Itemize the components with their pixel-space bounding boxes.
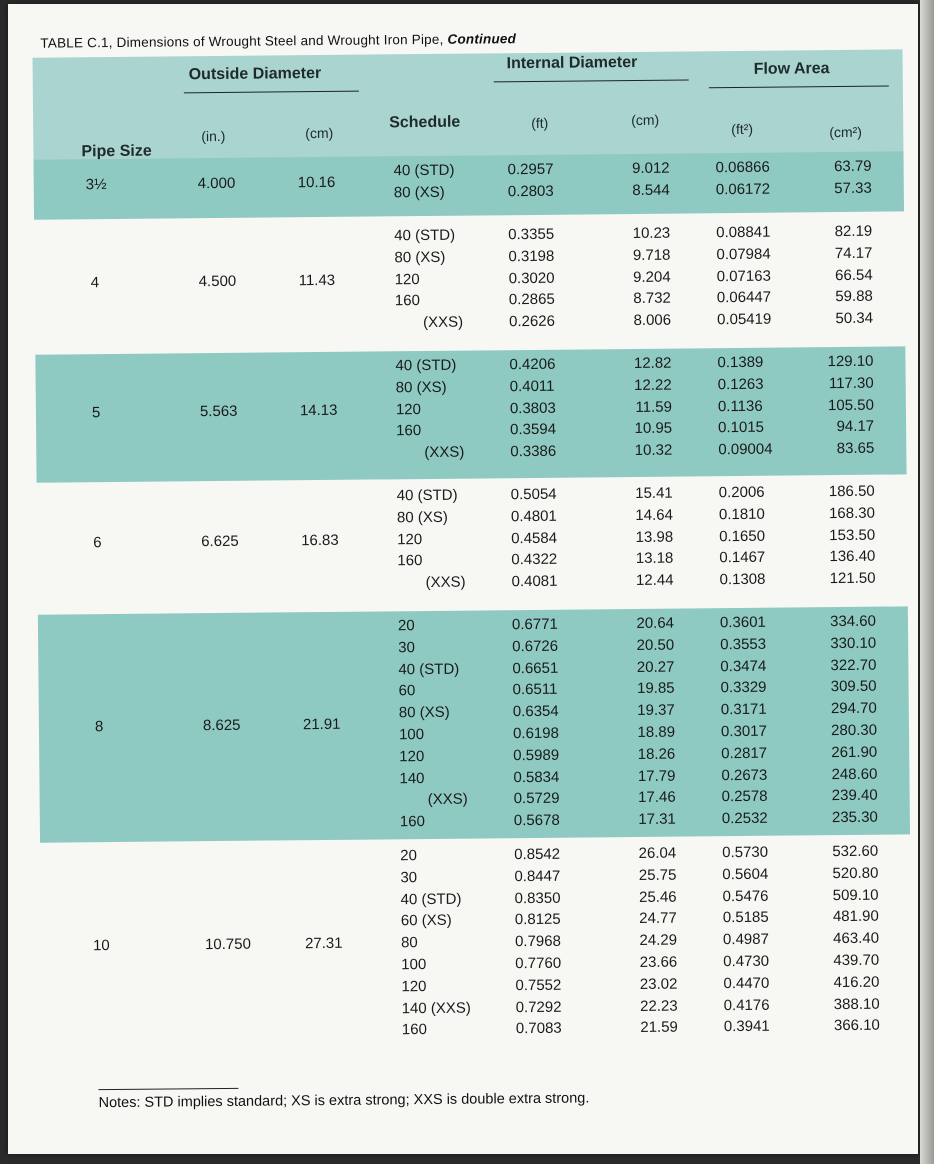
fa-ft2-cell: 0.3601: [719, 613, 766, 632]
fa-cm2-cell: 168.30: [828, 504, 876, 522]
id-cm-cell: 10.32: [634, 441, 673, 460]
fa-ft2-cell: 0.5730: [722, 843, 769, 862]
schedule-cell: 160: [399, 813, 425, 831]
od-cm-cell: 11.43: [298, 271, 336, 289]
fa-ft2-cell: 0.1650: [719, 527, 766, 545]
schedule-cell: (XXS): [422, 313, 464, 332]
table-notes: Notes: STD implies standard; XS is extra strong; XXS is double extra strong.: [98, 1090, 590, 1112]
id-ft-cell: 0.2957: [507, 160, 554, 179]
fa-cm2-cell: 74.17: [834, 244, 873, 262]
shaded-row-band: [33, 151, 904, 219]
id-ft-cell: 0.6511: [512, 681, 558, 699]
id-cm-cell: 17.46: [638, 789, 676, 807]
fa-ft2-cell: 0.2578: [721, 788, 768, 806]
fa-ft2-cell: 0.1308: [719, 570, 766, 589]
fa-cm2-cell: 235.30: [831, 808, 878, 827]
od-cm-cell: 16.83: [301, 531, 339, 549]
schedule-cell: 120: [395, 400, 422, 418]
id-ft-cell: 0.7083: [515, 1020, 562, 1038]
id-ft-cell: 0.8350: [514, 889, 561, 907]
header-schedule: Schedule: [389, 113, 461, 132]
fa-cm2-cell: 334.60: [829, 612, 877, 631]
id-ft-cell: 0.3594: [510, 421, 557, 439]
fa-cm2-cell: 50.34: [835, 309, 874, 328]
schedule-cell: 80 (XS): [395, 378, 447, 397]
pipe-size-cell: 5: [91, 403, 101, 421]
id-cm-cell: 19.37: [637, 701, 675, 720]
fa-cm2-cell: 239.40: [831, 787, 878, 805]
id-ft-cell: 0.2865: [508, 291, 555, 309]
pipe-size-cell: 3½: [85, 175, 107, 194]
id-ft-cell: 0.3386: [510, 442, 557, 461]
id-cm-cell: 20.64: [636, 614, 675, 632]
fa-cm2-cell: 280.30: [831, 721, 878, 740]
fa-ft2-cell: 0.2006: [718, 483, 765, 502]
id-cm-cell: 9.012: [631, 159, 670, 178]
id-cm-cell: 23.66: [639, 953, 678, 971]
od-cm-cell: 21.91: [302, 715, 341, 734]
fa-ft2-cell: 0.1263: [717, 375, 764, 394]
id-cm-cell: 9.204: [633, 268, 671, 286]
id-cm-cell: 24.29: [639, 931, 678, 950]
schedule-cell: 40 (STD): [394, 226, 456, 245]
fa-cm2-cell: 309.50: [830, 678, 877, 696]
id-ft-cell: 0.8125: [514, 911, 561, 929]
schedule-cell: 80 (XS): [398, 703, 450, 722]
schedule-cell: 120: [401, 977, 427, 996]
fa-ft2-cell: 0.05419: [716, 310, 772, 329]
id-cm-cell: 15.41: [635, 484, 673, 503]
id-ft-cell: 0.5729: [513, 790, 560, 808]
id-cm-cell: 26.04: [638, 844, 677, 862]
id-ft-cell: 0.6771: [511, 615, 558, 634]
fa-cm2-cell: 94.17: [836, 418, 875, 436]
pipe-size-cell: 10: [92, 937, 110, 955]
fa-cm2-cell: 366.10: [833, 1017, 880, 1035]
schedule-cell: 80 (XS): [393, 183, 445, 202]
id-ft-cell: 0.3803: [509, 399, 556, 417]
schedule-cell: 30: [400, 868, 418, 887]
id-cm-cell: 12.82: [633, 354, 672, 373]
schedule-cell: 160: [397, 552, 423, 570]
fa-ft2-cell: 0.1015: [718, 419, 765, 437]
od-in-cell: 4.000: [197, 174, 236, 193]
fa-cm2-cell: 117.30: [828, 374, 874, 392]
schedule-cell: 120: [399, 747, 425, 766]
schedule-cell: 160: [401, 1021, 427, 1039]
schedule-cell: 80 (XS): [396, 508, 448, 527]
id-ft-cell: 0.4206: [509, 355, 556, 374]
header-id-ft: (ft): [531, 114, 549, 131]
schedule-cell: 140: [399, 769, 425, 787]
header-id-cm: (cm): [631, 111, 660, 129]
id-ft-cell: 0.5989: [513, 746, 560, 764]
schedule-cell: 40 (STD): [396, 486, 458, 505]
pipe-size-cell: 4: [90, 273, 100, 291]
header-od-cm: (cm): [305, 124, 334, 142]
header-outside-diameter: Outside Diameter: [188, 64, 322, 84]
id-cm-cell: 20.50: [636, 636, 675, 654]
fa-ft2-cell: 0.5604: [722, 865, 769, 883]
id-ft-cell: 0.7968: [514, 932, 561, 951]
id-ft-cell: 0.4322: [511, 551, 558, 569]
id-cm-cell: 12.44: [635, 571, 674, 590]
id-ft-cell: 0.6198: [512, 724, 559, 743]
fa-ft2-cell: 0.3941: [723, 1018, 770, 1036]
od-cm-cell: 14.13: [299, 401, 338, 419]
fa-cm2-cell: 82.19: [834, 222, 873, 241]
schedule-cell: 40 (STD): [393, 161, 455, 180]
book-page: [8, 4, 918, 1154]
fa-ft2-cell: 0.4987: [722, 930, 769, 949]
id-ft-cell: 0.4801: [510, 507, 557, 525]
fa-ft2-cell: 0.4730: [723, 952, 770, 971]
fa-ft2-cell: 0.4176: [723, 996, 770, 1014]
schedule-cell: 40 (STD): [395, 356, 457, 375]
od-cm-cell: 10.16: [297, 173, 336, 192]
fa-cm2-cell: 66.54: [835, 266, 873, 284]
id-cm-cell: 23.02: [639, 975, 678, 993]
fa-cm2-cell: 509.10: [832, 886, 879, 904]
id-cm-cell: 12.22: [634, 376, 672, 394]
fa-ft2-cell: 0.2532: [721, 809, 768, 828]
id-cm-cell: 14.64: [635, 506, 674, 524]
id-cm-cell: 22.23: [640, 997, 678, 1015]
fa-ft2-cell: 0.3474: [720, 657, 767, 675]
id-cm-cell: 10.23: [632, 224, 671, 243]
fa-cm2-cell: 83.65: [836, 439, 875, 458]
fa-ft2-cell: 0.06172: [715, 180, 771, 199]
schedule-cell: (XXS): [427, 791, 468, 809]
table-caption-continued: Continued: [447, 31, 517, 47]
id-ft-cell: 0.5678: [513, 811, 560, 830]
fa-cm2-cell: 416.20: [833, 973, 880, 991]
fa-ft2-cell: 0.3329: [720, 679, 767, 697]
id-cm-cell: 9.718: [632, 246, 671, 264]
id-cm-cell: 8.006: [633, 311, 672, 330]
pipe-size-cell: 6: [93, 533, 102, 551]
fa-cm2-cell: 463.40: [833, 929, 880, 948]
od-in-cell: 6.625: [201, 532, 239, 550]
id-ft-cell: 0.6651: [512, 659, 559, 677]
fa-cm2-cell: 330.10: [830, 634, 877, 652]
id-ft-cell: 0.3355: [508, 225, 555, 244]
schedule-cell: 40 (STD): [400, 890, 462, 908]
od-cm-cell: 27.31: [304, 935, 343, 953]
fa-cm2-cell: 520.80: [832, 864, 879, 882]
fa-cm2-cell: 57.33: [834, 179, 872, 197]
fa-ft2-cell: 0.5185: [722, 909, 769, 927]
id-ft-cell: 0.3020: [508, 269, 555, 287]
fa-ft2-cell: 0.06447: [716, 289, 772, 307]
schedule-cell: 60: [398, 682, 416, 700]
schedule-cell: 140 (XXS): [401, 999, 471, 1017]
id-ft-cell: 0.7760: [515, 954, 562, 973]
header-od-in: (in.): [201, 127, 226, 145]
fa-ft2-cell: 0.2817: [721, 744, 768, 762]
schedule-cell: 20: [400, 847, 417, 865]
fa-ft2-cell: 0.3017: [720, 722, 767, 741]
id-ft-cell: 0.8447: [514, 867, 561, 885]
table-sheet: [8, 4, 918, 1154]
schedule-cell: 60 (XS): [400, 912, 452, 930]
id-ft-cell: 0.7552: [515, 976, 562, 994]
fa-cm2-cell: 186.50: [828, 482, 875, 501]
schedule-cell: 80 (XS): [394, 248, 446, 267]
book-spine-shadow: [920, 0, 934, 1164]
fa-ft2-cell: 0.3171: [720, 700, 767, 719]
id-cm-cell: 21.59: [640, 1019, 678, 1037]
fa-cm2-cell: 63.79: [833, 157, 872, 176]
pipe-size-cell: 8: [94, 718, 104, 736]
header-fa-ft2: (ft²): [731, 120, 754, 138]
id-cm-cell: 8.544: [632, 181, 670, 199]
fa-ft2-cell: 0.1467: [719, 549, 766, 567]
id-ft-cell: 0.4584: [511, 529, 558, 547]
id-cm-cell: 19.85: [636, 680, 675, 698]
id-ft-cell: 0.6726: [512, 637, 559, 655]
id-cm-cell: 25.46: [638, 888, 677, 906]
header-internal-diameter: Internal Diameter: [506, 53, 638, 73]
id-ft-cell: 0.6354: [512, 702, 559, 721]
fa-cm2-cell: 481.90: [832, 908, 879, 926]
notes-rule: [98, 1088, 238, 1090]
id-cm-cell: 18.26: [637, 745, 676, 763]
schedule-cell: 40 (STD): [398, 660, 460, 678]
id-ft-cell: 0.4081: [511, 572, 558, 591]
od-in-cell: 4.500: [198, 272, 237, 290]
header-flow-area: Flow Area: [753, 60, 830, 78]
fa-ft2-cell: 0.1136: [717, 397, 763, 415]
fa-ft2-cell: 0.06866: [715, 158, 770, 177]
fa-ft2-cell: 0.1810: [718, 505, 765, 523]
id-cm-cell: 17.31: [638, 810, 676, 829]
fa-ft2-cell: 0.1389: [717, 353, 764, 372]
schedule-cell: 80: [400, 934, 418, 952]
od-in-cell: 10.750: [204, 935, 252, 954]
schedule-cell: 30: [398, 638, 415, 657]
id-ft-cell: 0.2626: [508, 312, 556, 331]
fa-cm2-cell: 294.70: [830, 699, 877, 718]
shaded-row-band: [38, 606, 910, 842]
schedule-cell: 100: [398, 726, 425, 744]
id-cm-cell: 17.79: [637, 767, 676, 785]
fa-ft2-cell: 0.5476: [722, 887, 769, 905]
fa-cm2-cell: 129.10: [827, 352, 874, 371]
fa-ft2-cell: 0.09004: [718, 440, 773, 459]
id-ft-cell: 0.5054: [510, 485, 557, 504]
id-ft-cell: 0.8542: [514, 845, 561, 864]
fa-cm2-cell: 388.10: [833, 995, 880, 1013]
id-cm-cell: 8.732: [633, 290, 671, 308]
fa-ft2-cell: 0.4470: [723, 974, 770, 992]
schedule-cell: (XXS): [425, 573, 466, 592]
id-cm-cell: 25.75: [638, 866, 677, 884]
fa-ft2-cell: 0.07163: [716, 267, 771, 285]
fa-ft2-cell: 0.07984: [716, 245, 771, 264]
fa-cm2-cell: 121.50: [829, 569, 876, 588]
id-ft-cell: 0.7292: [515, 998, 562, 1016]
fa-cm2-cell: 532.60: [832, 842, 879, 861]
schedule-cell: 120: [394, 270, 420, 288]
fa-cm2-cell: 439.70: [833, 951, 880, 970]
fa-ft2-cell: 0.2673: [721, 766, 768, 784]
id-cm-cell: 10.95: [634, 420, 673, 438]
fa-ft2-cell: 0.08841: [716, 223, 771, 242]
id-cm-cell: 11.59: [635, 398, 672, 416]
schedule-cell: (XXS): [424, 443, 465, 462]
id-ft-cell: 0.5834: [513, 768, 560, 786]
fa-cm2-cell: 153.50: [829, 526, 876, 544]
id-ft-cell: 0.2803: [507, 182, 554, 201]
table-caption: [40, 31, 516, 51]
fa-cm2-cell: 261.90: [831, 743, 878, 761]
table-caption-label: TABLE C.1, Dimensions of Wrought Steel and Wrought Iron Pipe,: [40, 31, 444, 51]
schedule-cell: 160: [394, 292, 420, 310]
id-cm-cell: 13.18: [635, 550, 674, 568]
od-in-cell: 5.563: [199, 402, 238, 420]
fa-cm2-cell: 248.60: [831, 765, 878, 783]
fa-ft2-cell: 0.3553: [720, 635, 767, 653]
header-fa-cm2: (cm²): [829, 123, 862, 141]
id-cm-cell: 18.89: [637, 723, 676, 741]
header-pipe-size: Pipe Size: [81, 142, 152, 161]
fa-cm2-cell: 59.88: [835, 288, 873, 306]
id-cm-cell: 24.77: [639, 910, 677, 928]
schedule-cell: 100: [401, 956, 427, 974]
schedule-cell: 20: [397, 617, 415, 635]
shaded-row-band: [35, 346, 906, 482]
od-in-cell: 8.625: [202, 716, 241, 735]
fa-cm2-cell: 136.40: [829, 548, 876, 566]
fa-cm2-cell: 322.70: [830, 656, 877, 674]
id-cm-cell: 20.27: [636, 658, 675, 676]
id-cm-cell: 13.98: [635, 528, 674, 546]
id-ft-cell: 0.4011: [509, 377, 555, 395]
id-ft-cell: 0.3198: [508, 247, 555, 266]
schedule-cell: 160: [396, 422, 422, 440]
fa-cm2-cell: 105.50: [827, 396, 874, 414]
schedule-cell: 120: [397, 530, 423, 548]
